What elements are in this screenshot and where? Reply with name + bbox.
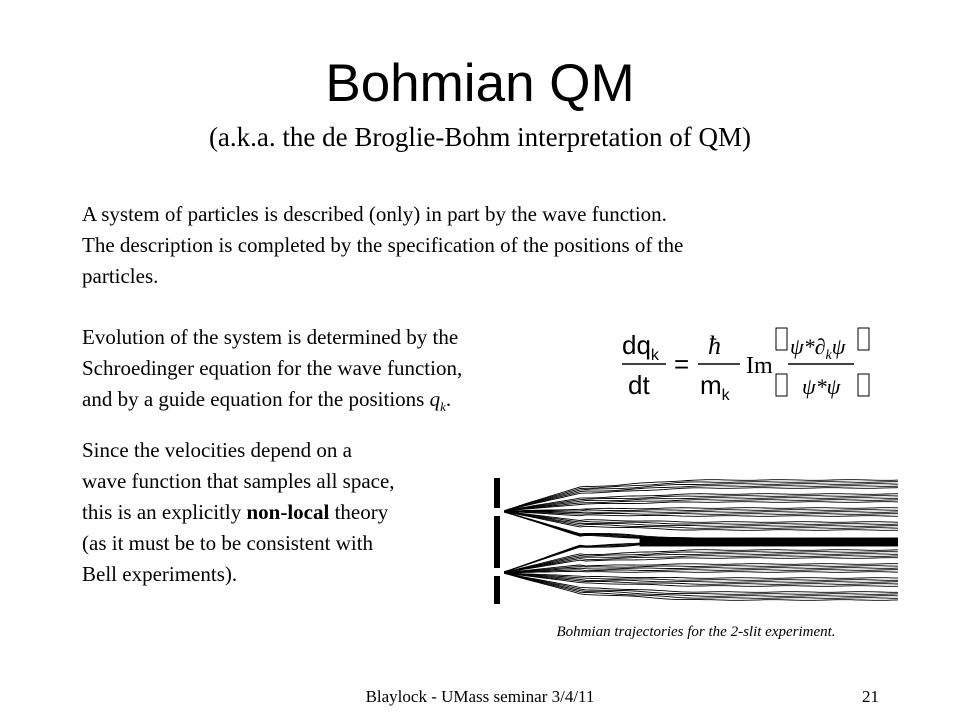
eq-im: Im xyxy=(746,353,773,379)
trajectory-lines xyxy=(502,480,898,601)
trajectory-line xyxy=(502,512,898,539)
bohmian-trajectories-figure xyxy=(490,470,898,610)
text-line: A system of particles is described (only) in part by the wave function. xyxy=(82,202,667,226)
text-line: Since the velocities depend on a xyxy=(82,438,352,462)
bracket-box xyxy=(776,328,787,350)
eq-equals: = xyxy=(674,349,690,379)
text-line: The description is completed by the specification of the positions of the xyxy=(82,233,684,257)
barrier-top xyxy=(494,478,500,508)
trajectory-line xyxy=(502,511,898,512)
bracket-box xyxy=(858,374,869,396)
slit-upper xyxy=(490,508,504,516)
text-line: this is an explicitly non-local theory xyxy=(82,500,389,524)
bracket-box xyxy=(858,328,869,350)
guide-equation xyxy=(622,322,878,406)
eq-frac-den: ψ*ψ xyxy=(802,374,841,399)
slide-footer: Blaylock - UMass seminar 3/4/11 xyxy=(365,687,595,706)
eq-lhs-den: dt xyxy=(628,370,650,400)
text-line: Schroedinger equation for the wave function, xyxy=(82,356,463,380)
text-line: particles. xyxy=(82,264,159,288)
eq-lhs-num: $dq_k$ xyxy=(622,330,659,364)
non-local-term: non-local xyxy=(246,500,330,524)
trajectory-line xyxy=(502,571,898,572)
figure-caption: Bohmian trajectories for the 2-slit experiment. xyxy=(556,624,836,640)
trajectory-line xyxy=(502,486,898,512)
text-line: Bell experiments). xyxy=(82,562,238,586)
paragraph-nonlocal xyxy=(82,435,395,590)
text-line: wave function that samples all space, xyxy=(82,469,395,493)
central-band xyxy=(640,538,898,546)
text-line: Evolution of the system is determined by the xyxy=(82,325,459,349)
slide-subtitle: (a.k.a. the de Broglie-Bohm interpretation of QM) xyxy=(208,122,752,152)
paragraph-evolution xyxy=(82,322,462,422)
trajectory-line xyxy=(502,573,898,583)
eq-mass: $m_k$ xyxy=(700,370,730,404)
barrier-middle xyxy=(494,516,500,568)
eq-hbar: ħ xyxy=(708,331,721,360)
text-line: (as it must be to be consistent with xyxy=(82,531,374,555)
slide-title: Bohmian QM xyxy=(325,54,635,113)
barrier-bottom xyxy=(494,576,500,604)
paragraph-description xyxy=(82,199,683,292)
slit-lower xyxy=(490,568,504,576)
eq-frac-num: $\psi*\partial_k\psi$ xyxy=(790,334,846,363)
slide-number: 21 xyxy=(862,687,879,706)
text-line: and by a guide equation for the positions $q_k$. xyxy=(82,387,452,415)
bracket-box xyxy=(776,374,787,396)
